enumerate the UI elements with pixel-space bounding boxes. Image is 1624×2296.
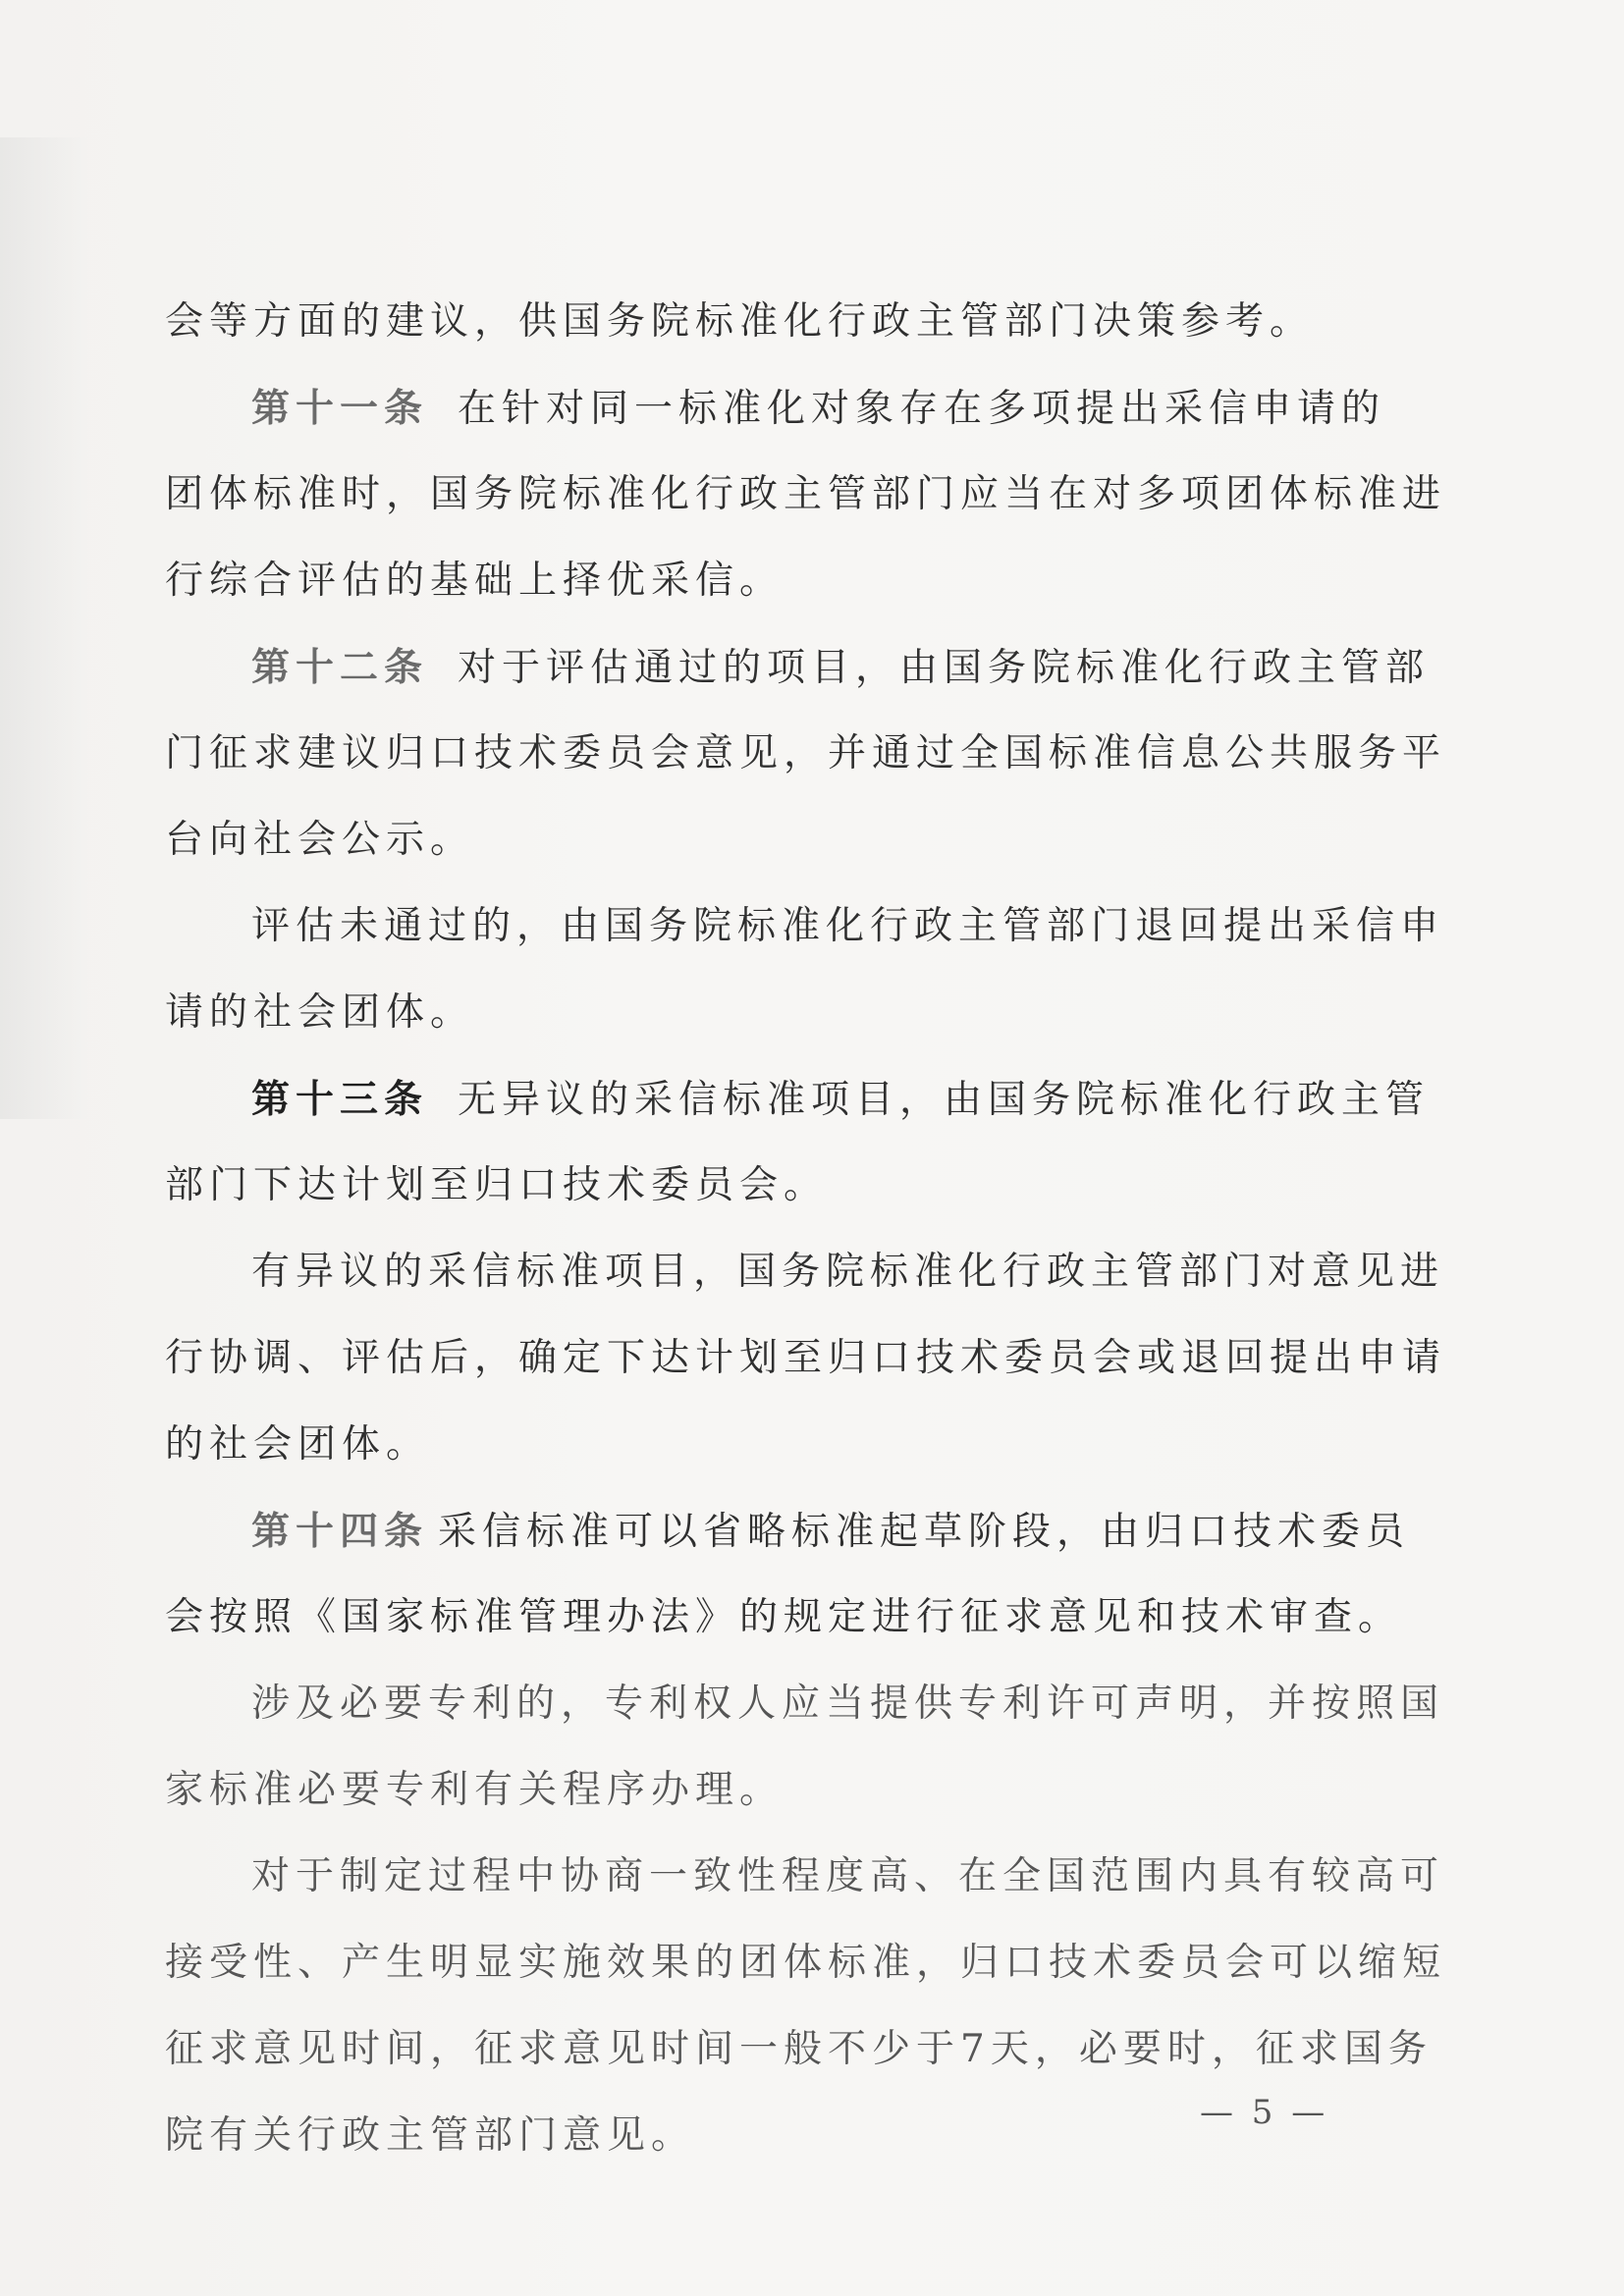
article-11-line-1: [251, 379, 1385, 439]
article-label: 第十二条: [251, 645, 429, 690]
text-line: 评估未通过的，由国务院标准化行政主管部门退回提出采信申: [251, 904, 1445, 948]
text-line: 征求意见时间，征求意见时间一般不少于7天，必要时，征求国务: [165, 2027, 1433, 2071]
article-label: 第十一条: [251, 386, 429, 431]
text-line: 会等方面的建议，供国务院标准化行政主管部门决策参考。: [165, 299, 1315, 344]
text-line: 涉及必要专利的，专利权人应当提供专利许可声明，并按照国: [251, 1682, 1445, 1726]
article-14-line-1: [251, 1502, 1410, 1562]
text-line: 院有关行政主管部门意见。: [165, 2113, 696, 2158]
article-label: 第十三条: [251, 1077, 429, 1122]
text-line: 行协调、评估后，确定下达计划至归口技术委员会或退回提出申请: [165, 1336, 1447, 1380]
text-span: 在针对同一标准化对象存在多项提出采信申请的: [458, 387, 1386, 431]
text-line: 团体标准时，国务院标准化行政主管部门应当在对多项团体标准进: [165, 472, 1447, 516]
text-line: 部门下达计划至归口技术委员会。: [165, 1163, 829, 1207]
text-span: 对于评估通过的项目，由国务院标准化行政主管部: [458, 646, 1431, 690]
text-line: 门征求建议归口技术委员会意见，并通过全国标准信息公共服务平: [165, 731, 1447, 775]
text-line: 对于制定过程中协商一致性程度高、在全国范围内具有较高可: [251, 1854, 1445, 1898]
article-12-line-1: [251, 638, 1430, 698]
text-line: 的社会团体。: [165, 1422, 431, 1467]
text-line: 行综合评估的基础上择优采信。: [165, 559, 785, 603]
scan-shadow: [0, 137, 88, 1119]
text-line: 家标准必要专利有关程序办理。: [165, 1768, 785, 1812]
text-line: 接受性、产生明显实施效果的团体标准，归口技术委员会可以缩短: [165, 1941, 1447, 1985]
text-span: 无异议的采信标准项目，由国务院标准化行政主管: [458, 1078, 1431, 1122]
text-line: 有异议的采信标准项目，国务院标准化行政主管部门对意见进: [251, 1250, 1445, 1294]
text-line: 请的社会团体。: [165, 990, 475, 1035]
page-number: — 5 —: [1200, 2093, 1329, 2132]
article-13-line-1: [251, 1070, 1430, 1130]
text-span: 采信标准可以省略标准起草阶段，由归口技术委员: [438, 1510, 1411, 1554]
text-line: 台向社会公示。: [165, 818, 475, 862]
article-label: 第十四条: [251, 1509, 429, 1554]
text-line: 会按照《国家标准管理办法》的规定进行征求意见和技术审查。: [165, 1595, 1403, 1639]
